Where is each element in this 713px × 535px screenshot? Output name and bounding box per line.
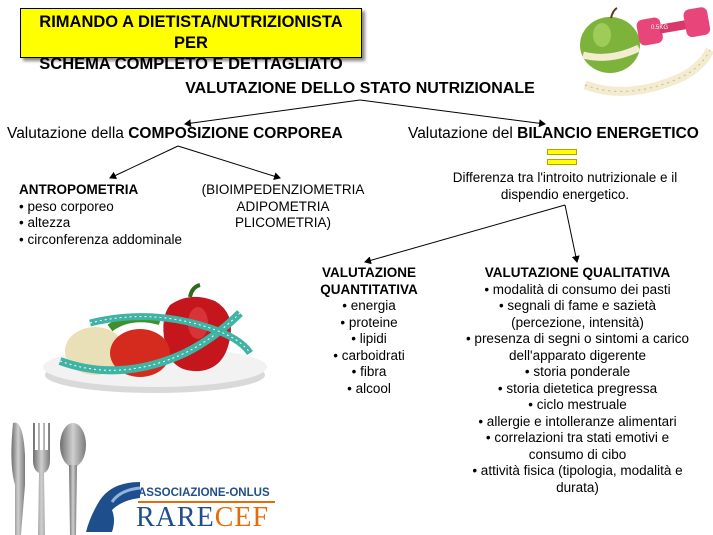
logo-cef-text: CEF <box>214 502 270 533</box>
branch-prefix: Valutazione del <box>408 125 518 142</box>
banner-line-2: SCHEMA COMPLETO E DETTAGLIATO <box>39 55 343 73</box>
list-item: • storia ponderale <box>524 364 631 379</box>
quantitativa-heading-line: VALUTAZIONE <box>322 265 416 280</box>
logo-face-icon <box>82 480 142 532</box>
main-title: VALUTAZIONE DELLO STATO NUTRIZIONALE <box>185 80 535 97</box>
list-item: • allergie e intolleranze alimentari <box>478 413 677 429</box>
bilancio-description <box>425 170 705 203</box>
bioimpedenza-block <box>198 182 368 232</box>
list-item: ADIPOMETRIA <box>236 198 330 214</box>
list-item: • peso corporeo <box>19 198 114 214</box>
logo-rarecef-wordmark <box>136 502 269 534</box>
dumbbell-label: 0.5KG <box>651 25 669 31</box>
bilancio-energetico-heading <box>408 125 699 143</box>
equals-bar-top <box>547 149 577 155</box>
quantitativa-heading-line: QUANTITATIVA <box>320 281 418 297</box>
list-item: • correlazioni tra stati emotivi e <box>485 430 670 445</box>
list-item: (BIOIMPEDENZIOMETRIA <box>201 182 365 197</box>
branch-strong: BILANCIO ENERGETICO <box>517 125 699 142</box>
qualitativa-block <box>440 265 713 496</box>
list-item: • storia dietetica pregressa <box>497 380 658 396</box>
list-item: dell'apparato digerente <box>509 347 646 363</box>
list-item: • ciclo mestruale <box>528 397 627 412</box>
logo-rare-text: RARE <box>136 502 215 533</box>
branch-prefix: Valutazione della <box>7 125 129 142</box>
antropometria-block <box>19 182 182 248</box>
list-item: (percezione, intensità) <box>511 314 644 330</box>
list-item: • fibra <box>351 364 387 379</box>
list-item: consumo di cibo <box>528 446 627 462</box>
list-item: • energia <box>342 298 396 313</box>
banner-line-1: RIMANDO A DIETISTA/NUTRIZIONISTA PER <box>39 13 343 52</box>
rarecef-logo <box>82 480 275 532</box>
vegetables-image <box>40 283 270 398</box>
list-item: • attività fisica (tipologia, modalità e <box>472 463 683 478</box>
quantitativa-block <box>308 265 430 397</box>
list-item: durata) <box>556 479 599 495</box>
antropometria-heading: ANTROPOMETRIA <box>19 182 139 197</box>
list-item: • proteine <box>340 314 398 330</box>
description-line: dispendio energetico. <box>500 186 630 202</box>
description-line: Differenza tra l'introito nutrizionale e il <box>452 170 678 185</box>
branch-strong: COMPOSIZIONE CORPOREA <box>128 125 343 142</box>
list-item: • alcool <box>347 380 391 396</box>
composizione-corporea-heading <box>7 125 343 143</box>
list-item: • carboidrati <box>333 347 405 363</box>
list-item: • segnali di fame e sazietà <box>498 298 657 313</box>
list-item: • modalità di consumo dei pasti <box>484 281 671 297</box>
list-item: • lipidi <box>351 331 387 346</box>
list-item: • circonferenza addominale <box>19 231 183 247</box>
list-item: PLICOMETRIA) <box>234 215 331 230</box>
list-item: • altezza <box>19 215 71 230</box>
equals-bar-bottom <box>547 159 577 165</box>
qualitativa-heading: VALUTAZIONE QUALITATIVA <box>484 265 671 280</box>
logo-association-text: ASSOCIAZIONE-ONLUS <box>138 487 270 499</box>
list-item: • presenza di segni o sintomi a carico <box>465 331 690 346</box>
